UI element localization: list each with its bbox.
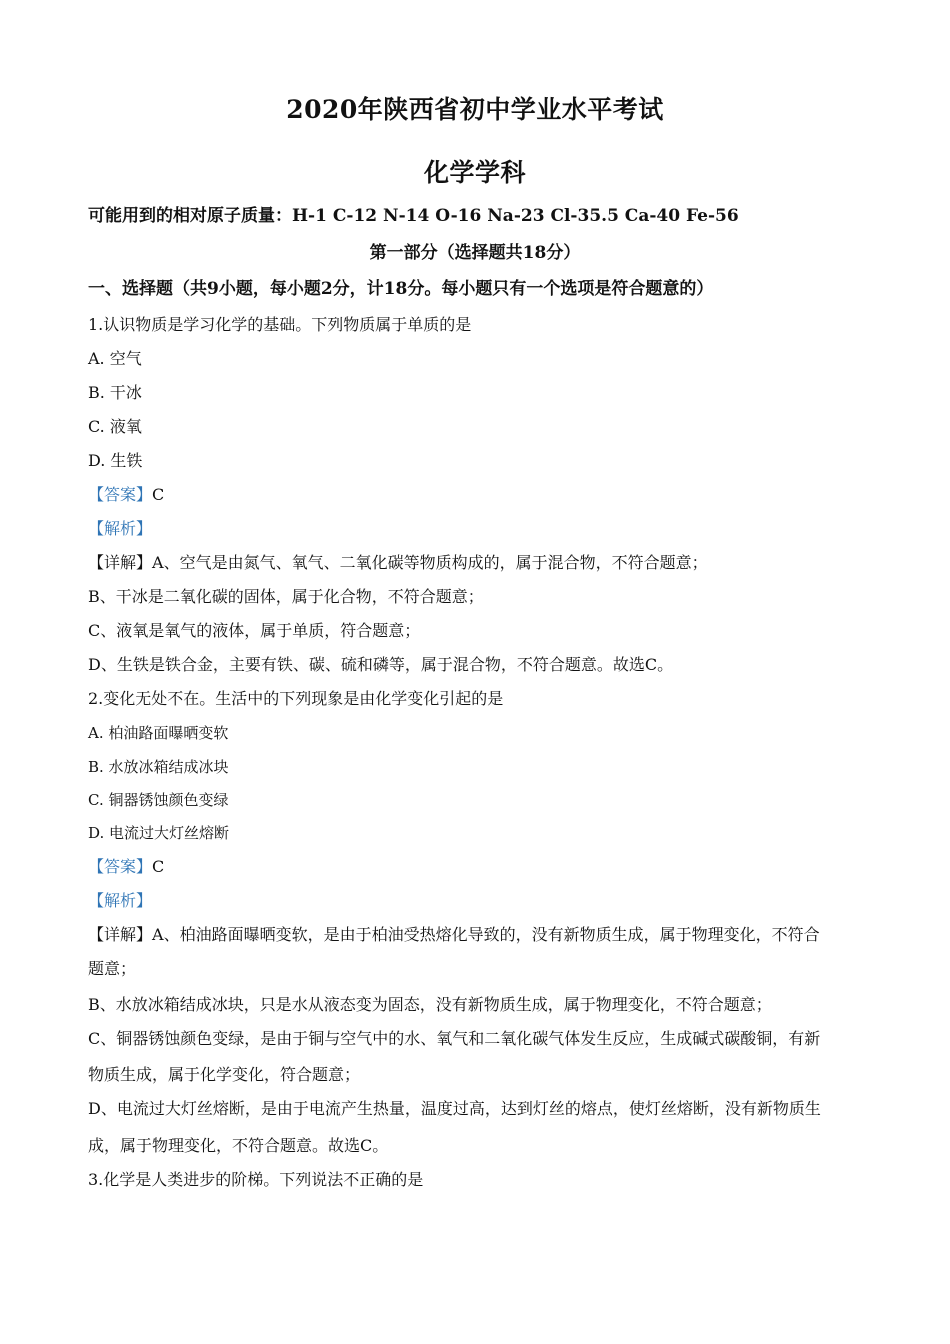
exam-title: 2020年陕西省初中学业水平考试 (286, 95, 664, 124)
q2-detail-6: D、电流过大灯丝熔断，是由于电流产生热量，温度过高，达到灯丝的熔点，使灯丝熔断，没有新物质生 (88, 1099, 821, 1118)
q1-stem: 1.认识物质是学习化学的基础。下列物质属于单质的是 (88, 315, 472, 334)
q1-detail-4: D、生铁是铁合金，主要有铁、碳、硫和磷等，属于混合物，不符合题意。故选C。 (88, 655, 674, 674)
q1-option-b: B. 干冰 (88, 383, 142, 402)
q2-option-c: C. 铜器锈蚀颜色变绿 (88, 791, 229, 809)
q2-detail-2: 题意； (88, 959, 137, 978)
q2-detail-4: C、铜器锈蚀颜色变绿，是由于铜与空气中的水、氧气和二氧化碳气体发生反应，生成碱式碳酸铜，有新 (88, 1029, 821, 1048)
q2-detail-text-1: A、柏油路面曝晒变软，是由于柏油受热熔化导致的，没有新物质生成，属于物理变化，不符合 (152, 925, 820, 944)
subject-title: 化学学科 (423, 158, 526, 187)
q1-option-d: D. 生铁 (88, 451, 143, 470)
q1-answer-tag: 【答案】 (88, 485, 153, 504)
q2-answer (88, 857, 868, 877)
q2-detail-3: B、水放冰箱结成冰块，只是水从液态变为固态，没有新物质生成，属于物理变化，不符合题意； (88, 995, 772, 1014)
q2-answer-value: C (152, 857, 165, 876)
q2-detail-tag: 【详解】 (88, 925, 153, 944)
q1-option-a: A. 空气 (88, 349, 142, 368)
q1-detail-3: C、液氧是氧气的液体，属于单质，符合题意； (88, 621, 421, 640)
q2-option-b: B. 水放冰箱结成冰块 (88, 758, 229, 776)
q1-answer (88, 485, 868, 505)
q1-detail-text-1: A、空气是由氮气、氧气、二氧化碳等物质构成的，属于混合物，不符合题意； (152, 553, 708, 572)
q2-detail-5: 物质生成，属于化学变化，符合题意； (88, 1065, 361, 1084)
q1-answer-value: C (152, 485, 165, 504)
q3-stem: 3.化学是人类进步的阶梯。下列说法不正确的是 (88, 1170, 424, 1189)
q2-option-d: D. 电流过大灯丝熔断 (88, 824, 230, 842)
part-title: 第一部分（选择题共18分） (369, 243, 581, 263)
q1-detail-1 (88, 553, 868, 573)
q1-detail-2: B、干冰是二氧化碳的固体，属于化合物，不符合题意； (88, 587, 484, 606)
q2-detail-7: 成，属于物理变化，不符合题意。故选C。 (88, 1136, 389, 1155)
q2-stem: 2.变化无处不在。生活中的下列现象是由化学变化引起的是 (88, 689, 504, 708)
section-title: 一、选择题（共9小题，每小题2分，计18分。每小题只有一个选项是符合题意的） (88, 279, 714, 299)
q2-answer-tag: 【答案】 (88, 857, 153, 876)
q2-detail-1 (88, 925, 868, 945)
q2-option-a: A. 柏油路面曝晒变软 (88, 724, 229, 742)
atomic-masses: 可能用到的相对原子质量：H-1 C-12 N-14 O-16 Na-23 Cl-35.5 Ca-40 Fe-56 (88, 206, 739, 226)
q1-detail-tag: 【详解】 (88, 553, 153, 572)
q2-analysis-tag: 【解析】 (88, 891, 153, 910)
q1-analysis-tag: 【解析】 (88, 519, 153, 538)
q1-option-c: C. 液氧 (88, 417, 142, 436)
